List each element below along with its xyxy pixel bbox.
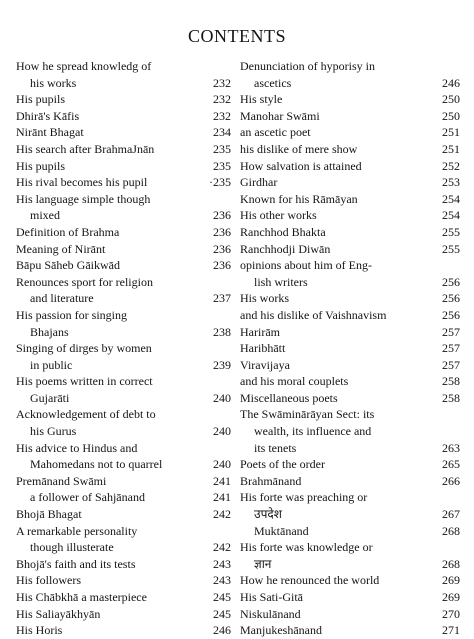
entry-text: His language simple though (16, 191, 151, 206)
entry-page-number: 246 (213, 623, 231, 638)
entry-page-number: 242 (213, 507, 231, 522)
contents-entry (240, 224, 460, 241)
page-title: CONTENTS (188, 26, 286, 46)
contents-entry (16, 523, 231, 540)
entry-text: Known for his Rāmāyan (240, 191, 358, 206)
entry-page-number: 258 (442, 374, 460, 389)
entry-text: ascetics (254, 75, 292, 90)
contents-entry (240, 58, 460, 75)
entry-page-number: 266 (442, 473, 460, 488)
entry-text: Muktānand (254, 523, 309, 538)
entry-text: Singing of dirges by women (16, 341, 152, 356)
contents-entry (240, 556, 460, 573)
entry-text: Meaning of Nirānt (16, 241, 106, 256)
contents-entry (16, 191, 231, 208)
entry-page-number: 255 (442, 224, 460, 239)
entry-page-number: 238 (213, 324, 231, 339)
entry-page-number: 232 (213, 75, 231, 90)
entry-text: Miscellaneous poets (240, 390, 338, 405)
entry-text: His forte was knowledge or (240, 540, 373, 555)
contents-entry (240, 158, 460, 175)
entry-page-number: 240 (213, 390, 231, 405)
entry-text: mixed (30, 208, 60, 223)
contents-right-column (240, 58, 460, 639)
entry-page-number: 258 (442, 390, 460, 405)
entry-text: Bhajans (30, 324, 69, 339)
entry-text: Brahmānand (240, 473, 302, 488)
entry-text: उपदेश (254, 507, 282, 522)
entry-text: His search after BrahmaJnān (16, 141, 155, 156)
entry-page-number: 254 (442, 208, 460, 223)
entry-text: its tenets (254, 440, 297, 455)
contents-entry (240, 274, 460, 291)
entry-page-number: 251 (442, 125, 460, 140)
contents-entry (240, 207, 460, 224)
entry-page-number: 268 (442, 556, 460, 571)
entry-text: Ranchhod Bhakta (240, 224, 326, 239)
entry-text: Manjukeshānand (240, 623, 322, 638)
contents-left-column (16, 58, 231, 639)
entry-text: How he spread knowledg of (16, 59, 152, 73)
contents-entry (240, 390, 460, 407)
entry-text: Premānand Swāmi (16, 473, 107, 488)
contents-entry (16, 440, 231, 457)
entry-text: Niskulānand (240, 606, 301, 621)
entry-text: His advice to Hindus and (16, 440, 138, 455)
entry-text: a follower of Sahjānand (30, 490, 145, 505)
entry-page-number: 241 (213, 473, 231, 488)
contents-entry (16, 158, 231, 175)
entry-text: How salvation is attained (240, 158, 362, 173)
contents-entry (240, 423, 460, 440)
entry-page-number: 241 (213, 490, 231, 505)
entry-text: Girdhar (240, 175, 278, 190)
entry-text: His works (240, 291, 290, 306)
entry-text: Nirānt Bhagat (16, 125, 84, 140)
entry-page-number: 252 (442, 158, 460, 173)
contents-entry (16, 340, 231, 357)
contents-entry (16, 174, 231, 191)
entry-text: Manohar Swāmi (240, 108, 320, 123)
contents-entry (240, 290, 460, 307)
entry-page-number: 245 (213, 590, 231, 604)
contents-entry (16, 456, 231, 473)
entry-page-number: 235 (213, 141, 231, 156)
contents-entry (16, 274, 231, 291)
contents-entry (16, 141, 231, 158)
entry-page-number: 250 (442, 108, 460, 123)
contents-entry (240, 75, 460, 92)
entry-text: A remarkable personality (16, 523, 138, 538)
entry-text: opinions about him of Eng- (240, 258, 372, 273)
entry-page-number: 242 (213, 540, 231, 555)
entry-page-number: 236 (213, 241, 231, 256)
entry-page-number: 240 (213, 457, 231, 472)
contents-entry (240, 324, 460, 341)
contents-entry (16, 606, 231, 623)
entry-text: Viravijaya (240, 357, 290, 372)
entry-page-number: 251 (442, 141, 460, 156)
contents-entry (16, 622, 231, 639)
entry-page-number: 243 (213, 556, 231, 571)
entry-page-number: 267 (442, 507, 460, 522)
contents-entry (240, 406, 460, 423)
entry-page-number: 245 (213, 606, 231, 621)
entry-page-number: 256 (442, 307, 460, 322)
contents-entry (240, 506, 460, 523)
contents-entry (16, 556, 231, 573)
entry-page-number: 237 (213, 291, 231, 306)
entry-text: How he renounced the world (240, 573, 380, 588)
contents-entry (240, 373, 460, 390)
entry-page-number: 257 (442, 324, 460, 339)
entry-page-number: 256 (442, 274, 460, 289)
entry-text: his dislike of mere show (240, 141, 358, 156)
entry-page-number: 257 (442, 341, 460, 356)
entry-text: His other works (240, 208, 317, 223)
entry-page-number: 250 (442, 92, 460, 107)
entry-page-number: 236 (213, 258, 231, 273)
entry-page-number: 269 (442, 590, 460, 604)
entry-text: His pupils (16, 158, 66, 173)
contents-entry (16, 390, 231, 407)
entry-text: in public (30, 357, 73, 372)
entry-text: though illusterate (30, 540, 114, 555)
entry-text: Renounces sport for religion (16, 274, 153, 289)
contents-entry (240, 589, 460, 606)
entry-text: Haribhātt (240, 341, 286, 356)
entry-text: His style (240, 92, 283, 107)
entry-text: Bhojā's faith and its tests (16, 556, 136, 571)
contents-entry (240, 191, 460, 208)
entry-text: His Horis (16, 623, 63, 638)
contents-entry (240, 523, 460, 540)
entry-text: Ranchhodji Diwān (240, 241, 331, 256)
contents-entry (240, 257, 460, 274)
entry-text: Poets of the order (240, 457, 325, 472)
contents-entry (240, 440, 460, 457)
contents-entry (16, 572, 231, 589)
entry-page-number: 256 (442, 291, 460, 306)
contents-entry (240, 489, 460, 506)
entry-page-number: 236 (213, 224, 231, 239)
entry-text: His forte was preaching or (240, 490, 368, 505)
contents-entry (16, 373, 231, 390)
entry-text: Dhirā's Kāfis (16, 108, 80, 123)
entry-page-number: 265 (442, 457, 460, 472)
entry-text: His rival becomes his pupil (16, 175, 148, 190)
contents-entry (16, 539, 231, 556)
contents-entry (16, 423, 231, 440)
contents-entry (16, 589, 231, 606)
contents-entry (16, 224, 231, 241)
entry-text: His Sati-Gitā (240, 590, 303, 604)
entry-page-number: 234 (213, 125, 231, 140)
entry-page-number: ·235 (209, 175, 231, 190)
contents-entry (16, 406, 231, 423)
entry-page-number: 246 (442, 75, 460, 90)
entry-page-number: 263 (442, 440, 460, 455)
entry-text: His pupils (16, 92, 66, 107)
contents-entry (16, 91, 231, 108)
entry-text: his Gurus (30, 424, 77, 439)
contents-entry (240, 307, 460, 324)
entry-text: Gujarāti (30, 390, 70, 405)
entry-text: The Swāminārāyan Sect: its (240, 407, 375, 422)
entry-text: and literature (30, 291, 94, 306)
entry-page-number: 235 (213, 158, 231, 173)
entry-text: wealth, its influence and (254, 424, 372, 439)
entry-page-number: 239 (213, 357, 231, 372)
contents-entry (240, 174, 460, 191)
entry-text: His poems written in correct (16, 374, 153, 389)
entry-page-number: 236 (213, 208, 231, 223)
contents-entry (16, 506, 231, 523)
contents-entry (240, 124, 460, 141)
entry-page-number: 232 (213, 108, 231, 123)
entry-page-number: 255 (442, 241, 460, 256)
contents-entry (240, 572, 460, 589)
entry-text: His passion for singing (16, 307, 127, 322)
entry-page-number: 240 (213, 424, 231, 439)
contents-entry (16, 75, 231, 92)
contents-entry (240, 91, 460, 108)
entry-text: Denunciation of hyporisy in (240, 59, 375, 73)
entry-page-number: 253 (442, 175, 460, 190)
contents-entry (16, 108, 231, 125)
entry-page-number: 270 (442, 606, 460, 621)
contents-entry (16, 324, 231, 341)
entry-text: an ascetic poet (240, 125, 311, 140)
entry-page-number: 232 (213, 92, 231, 107)
contents-entry (16, 207, 231, 224)
contents-entry (240, 606, 460, 623)
entry-text: and his moral couplets (240, 374, 349, 389)
contents-entry (16, 241, 231, 258)
entry-text: Acknowledgement of debt to (16, 407, 156, 422)
entry-text: lish writers (254, 274, 308, 289)
entry-page-number: 257 (442, 357, 460, 372)
entry-text: His Saliayākhyān (16, 606, 101, 621)
entry-text: Bhojā Bhagat (16, 507, 82, 522)
contents-entry (16, 290, 231, 307)
contents-entry (16, 489, 231, 506)
contents-entry (16, 58, 231, 75)
entry-text: Definition of Brahma (16, 224, 120, 239)
entry-page-number: 269 (442, 573, 460, 588)
contents-entry (240, 340, 460, 357)
entry-page-number: 271 (442, 623, 460, 638)
contents-entry (16, 473, 231, 490)
contents-entry (16, 257, 231, 274)
entry-page-number: 243 (213, 573, 231, 588)
entry-page-number: 268 (442, 523, 460, 538)
entry-text: Mahomedans not to quarrel (30, 457, 163, 472)
contents-entry (240, 473, 460, 490)
entry-text: Bāpu Sāheb Gāikwād (16, 258, 120, 273)
contents-entry (240, 357, 460, 374)
contents-entry (240, 456, 460, 473)
contents-entry (16, 307, 231, 324)
entry-text: His followers (16, 573, 81, 588)
entry-text: His Chābkhā a masterpiece (16, 590, 147, 604)
contents-entry (16, 357, 231, 374)
contents-entry (240, 241, 460, 258)
contents-entry (240, 539, 460, 556)
entry-text: ज्ञान (254, 556, 272, 571)
contents-entry (240, 141, 460, 158)
entry-text: his works (30, 75, 77, 90)
entry-text: and his dislike of Vaishnavism (240, 307, 387, 322)
contents-entry (16, 124, 231, 141)
contents-entry (240, 108, 460, 125)
contents-entry (240, 622, 460, 639)
entry-page-number: 254 (442, 191, 460, 206)
entry-text: Harirām (240, 324, 280, 339)
